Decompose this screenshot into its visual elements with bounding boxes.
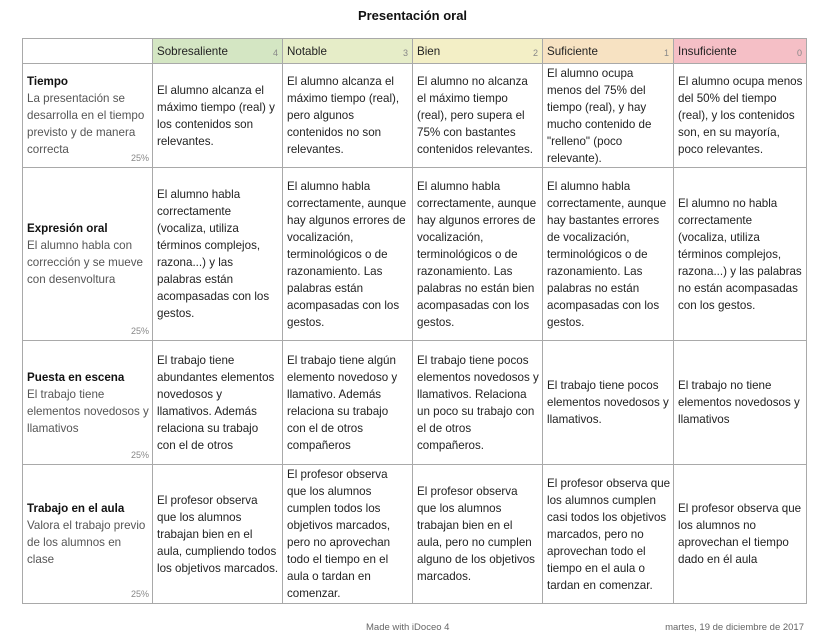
rubric-cell: El profesor observa que los alumnos cumplen todos los objetivos marcados, pero no aprovechan todo el tiempo en el aula o tardan en comenzar. bbox=[283, 465, 413, 604]
footer-date: martes, 19 de diciembre de 2017 bbox=[665, 622, 804, 633]
rubric-cell: El trabajo tiene algún elemento novedoso y llamativo. Además relaciona su trabajo con el de otros compañeros bbox=[283, 341, 413, 465]
level-score: 0 bbox=[796, 48, 802, 58]
criterion-description: La presentación se desarrolla en el tiempo previsto y de manera correcta bbox=[27, 92, 145, 156]
level-header bbox=[413, 39, 543, 64]
criterion-name: Tiempo bbox=[27, 75, 69, 88]
page-title: Presentación oral bbox=[357, 8, 468, 23]
level-label: Insuficiente bbox=[678, 44, 737, 58]
rubric-cell: El alumno ocupa menos del 50% del tiempo (real), y los contenidos son, en su mayoría, poco relevantes. bbox=[674, 64, 807, 168]
criterion-cell bbox=[23, 168, 153, 341]
criterion-name: Puesta en escena bbox=[27, 370, 125, 384]
criterion-row bbox=[23, 465, 807, 604]
level-score: 3 bbox=[402, 48, 408, 58]
criterion-description: Valora el trabajo previo de los alumnos en clase bbox=[27, 519, 146, 566]
rubric-cell: El trabajo no tiene elementos novedosos y llamativos bbox=[674, 341, 807, 465]
criterion-name: Trabajo en el aula bbox=[27, 502, 125, 515]
rubric-cell: El profesor observa que los alumnos trabajan bien en el aula, cumpliendo todos los objetivos marcados. bbox=[153, 465, 283, 604]
rubric-cell: El profesor observa que los alumnos cumplen casi todos los objetivos marcados, pero no aprovechan todo el tiempo en el aula o tardan en comenzar. bbox=[543, 465, 674, 604]
criterion-weight: 25% bbox=[130, 589, 149, 599]
criterion-row bbox=[23, 168, 807, 341]
rubric-cell: El alumno ocupa menos del 75% del tiempo (real), y hay mucho contenido de "relleno" (poco relevante). bbox=[543, 64, 674, 168]
criterion-description: El trabajo tiene elementos novedosos y llamativos bbox=[27, 387, 149, 435]
level-header bbox=[543, 39, 674, 64]
header-corner bbox=[23, 39, 153, 64]
criterion-weight: 25% bbox=[130, 153, 149, 163]
criterion-row bbox=[23, 341, 807, 465]
level-header bbox=[153, 39, 283, 64]
criterion-cell bbox=[23, 465, 153, 604]
footer-made-with: Made with iDoceo 4 bbox=[366, 622, 450, 633]
criterion-cell bbox=[23, 341, 153, 465]
rubric-cell: El alumno alcanza el máximo tiempo (real) y los contenidos son relevantes. bbox=[153, 64, 283, 168]
rubric-cell: El trabajo tiene pocos elementos novedosos y llamativos. bbox=[543, 341, 674, 465]
level-label: Bien bbox=[417, 44, 441, 58]
level-label: Notable bbox=[287, 44, 327, 58]
rubric-cell: El alumno habla correctamente, aunque hay algunos errores de vocalización, terminológicos o de razonamiento. Las palabras no están bien acompasadas con los gestos. bbox=[413, 168, 543, 341]
rubric-table bbox=[22, 38, 807, 604]
rubric-cell: El trabajo tiene abundantes elementos novedosos y llamativos. Además relaciona su trabajo con el de otros bbox=[153, 341, 283, 465]
level-header bbox=[283, 39, 413, 64]
level-score: 2 bbox=[532, 48, 538, 58]
rubric-cell: El alumno no habla correctamente (vocaliza, utiliza términos complejos, razona...) y las palabras no están acompasadas con los gestos. bbox=[674, 168, 807, 341]
criterion-weight: 25% bbox=[130, 450, 149, 460]
header-row bbox=[23, 39, 807, 64]
rubric-cell: El alumno habla correctamente, aunque hay algunos errores de vocalización, terminológicos o de razonamiento. Las palabras están acompasadas con los gestos. bbox=[283, 168, 413, 341]
criterion-weight: 25% bbox=[130, 326, 149, 336]
rubric-cell: El alumno alcanza el máximo tiempo (real), pero algunos contenidos no son relevantes. bbox=[283, 64, 413, 168]
rubric-cell: El profesor observa que los alumnos no aprovechan el tiempo dado en él aula bbox=[674, 465, 807, 604]
rubric-cell: El profesor observa que los alumnos trabajan bien en el aula, pero no cumplen alguno de los objetivos marcados. bbox=[413, 465, 543, 604]
rubric-cell: El trabajo tiene pocos elementos novedosos y llamativos. Relaciona un poco su trabajo con el de otros compañeros. bbox=[413, 341, 543, 465]
rubric-cell: El alumno no alcanza el máximo tiempo (real), pero supera el 75% con bastantes contenidos relevantes. bbox=[413, 64, 543, 168]
criterion-name: Expresión oral bbox=[27, 222, 108, 235]
level-score: 4 bbox=[272, 48, 278, 58]
rubric-cell: El alumno habla correctamente (vocaliza, utiliza términos complejos, razona...) y las palabras están acompasadas con los gestos. bbox=[153, 168, 283, 341]
criterion-description: El alumno habla con corrección y se mueve con desenvoltura bbox=[27, 239, 143, 286]
rubric-cell: El alumno habla correctamente, aunque hay bastantes errores de vocalización, terminológicos o de razonamiento. Las palabras no están acompasadas con los gestos. bbox=[543, 168, 674, 341]
criterion-row bbox=[23, 64, 807, 168]
level-header bbox=[674, 39, 807, 64]
level-score: 1 bbox=[663, 48, 669, 58]
criterion-cell bbox=[23, 64, 153, 168]
level-label: Sobresaliente bbox=[157, 44, 228, 58]
level-label: Suficiente bbox=[547, 44, 598, 58]
